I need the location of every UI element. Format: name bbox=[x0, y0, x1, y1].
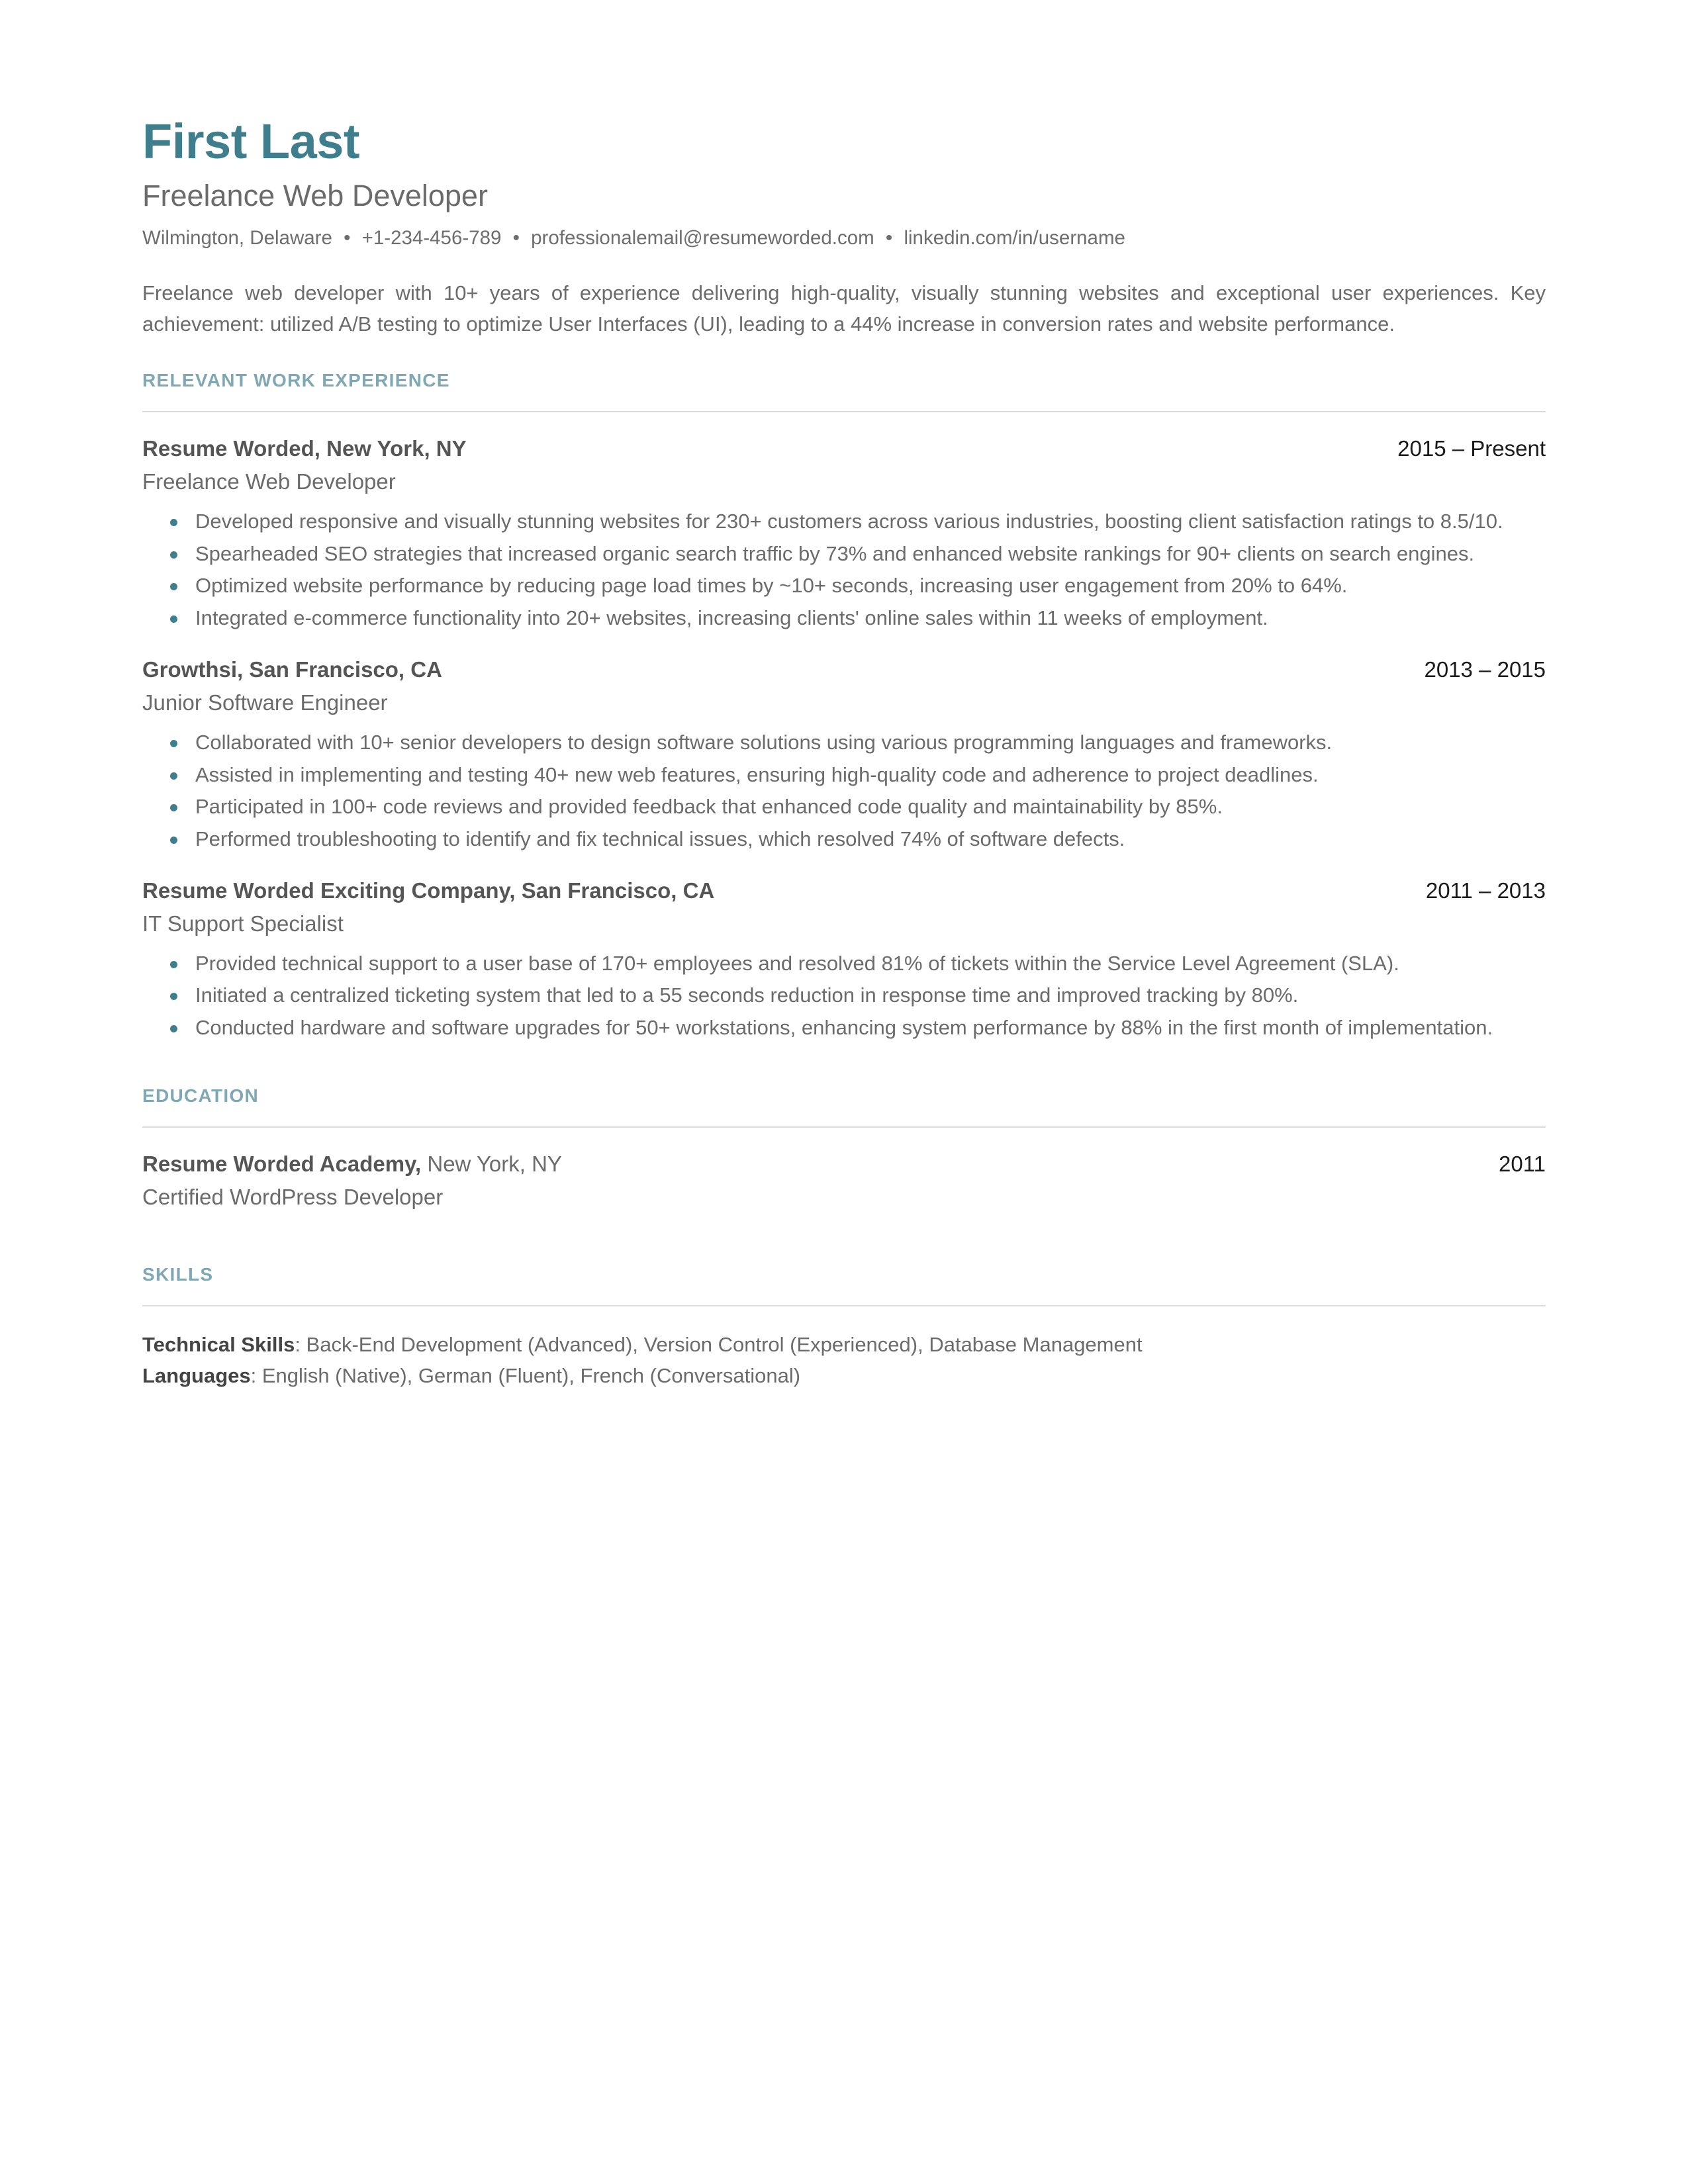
contact-email[interactable]: professionalemail@resumeworded.com bbox=[531, 227, 874, 250]
section-work-experience bbox=[142, 370, 1546, 1043]
spacer bbox=[142, 1235, 1546, 1264]
section-divider bbox=[142, 1126, 1546, 1128]
experience-date-range: 2013 – 2015 bbox=[1424, 657, 1546, 682]
section-divider bbox=[142, 1305, 1546, 1306]
professional-summary: Freelance web developer with 10+ years of experience delivering high-quality, visually stunning websites and exceptional user experiences. Key achievement: utilized A/B testing to optimize User Interfaces (UI), leading to a 44% increase in conversion rates and website performance. bbox=[142, 281, 1546, 336]
candidate-headline: Freelance Web Developer bbox=[142, 178, 488, 212]
experience-role: Junior Software Engineer bbox=[142, 690, 388, 715]
experience-bullet: Integrated e-commerce functionality into 20+ websites, increasing clients' online sales within 11 weeks of employment. bbox=[142, 603, 1546, 633]
experience-bullet: Conducted hardware and software upgrades for 50+ workstations, enhancing system performance by 88% in the first month of implementation. bbox=[142, 1013, 1546, 1043]
experience-date-range: 2015 – Present bbox=[1397, 436, 1546, 461]
experience-role: IT Support Specialist bbox=[142, 911, 344, 936]
experience-bullet-list bbox=[142, 727, 1546, 855]
section-title-skills: SKILLS bbox=[142, 1263, 214, 1285]
section-education bbox=[142, 1085, 1546, 1212]
section-divider bbox=[142, 411, 1546, 412]
contact-phone[interactable]: +1-234-456-789 bbox=[361, 227, 502, 250]
experience-entry-header bbox=[142, 877, 1546, 905]
section-title-work-experience: RELEVANT WORK EXPERIENCE bbox=[142, 370, 450, 391]
contact-line bbox=[142, 226, 1546, 251]
experience-bullet: Participated in 100+ code reviews and provided feedback that enhanced code quality and maintainability by 85%. bbox=[142, 792, 1546, 822]
resume-header bbox=[142, 116, 1546, 340]
education-school-name: Resume Worded Academy, bbox=[142, 1152, 422, 1177]
contact-linkedin[interactable]: linkedin.com/in/username bbox=[904, 227, 1125, 250]
experience-role: Freelance Web Developer bbox=[142, 469, 396, 494]
experience-organization: Resume Worded Exciting Company, San Francisco, CA bbox=[142, 878, 715, 903]
skills-row bbox=[142, 1329, 1546, 1360]
experience-bullet: Developed responsive and visually stunning websites for 230+ customers across various industries, boosting client satisfaction ratings to 8.5/10. bbox=[142, 506, 1546, 537]
experience-entry bbox=[142, 435, 1546, 633]
experience-organization: Growthsi, San Francisco, CA bbox=[142, 657, 442, 682]
skills-row bbox=[142, 1360, 1546, 1391]
education-entry bbox=[142, 1150, 1546, 1212]
contact-separator-icon: • bbox=[512, 227, 520, 250]
skills-row-value: : Back-End Development (Advanced), Version Control (Experienced), Database Management bbox=[295, 1332, 1143, 1356]
experience-bullet: Optimized website performance by reducing page load times by ~10+ seconds, increasing user engagement from 20% to 64%. bbox=[142, 570, 1546, 601]
experience-bullet: Spearheaded SEO strategies that increased organic search traffic by 73% and enhanced website rankings for 90+ clients on search engines. bbox=[142, 539, 1546, 569]
section-title-education: EDUCATION bbox=[142, 1085, 259, 1107]
experience-bullet: Collaborated with 10+ senior developers to design software solutions using various programming languages and frameworks. bbox=[142, 727, 1546, 758]
experience-date-range: 2011 – 2013 bbox=[1425, 878, 1546, 903]
skills-row-value: : English (Native), German (Fluent), French (Conversational) bbox=[250, 1363, 801, 1387]
experience-entry-header bbox=[142, 656, 1546, 684]
experience-entry bbox=[142, 656, 1546, 854]
experience-bullet-list bbox=[142, 948, 1546, 1044]
experience-entry bbox=[142, 877, 1546, 1043]
experience-bullet: Initiated a centralized ticketing system that led to a 55 seconds reduction in response time and improved tracking by 80%. bbox=[142, 980, 1546, 1011]
education-school-location: New York, NY bbox=[421, 1152, 562, 1177]
contact-separator-icon: • bbox=[885, 227, 893, 250]
education-date: 2011 bbox=[1499, 1152, 1546, 1177]
experience-bullet: Provided technical support to a user base of 170+ employees and resolved 81% of tickets within the Service Level Agreement (SLA). bbox=[142, 948, 1546, 979]
skills-row-label: Technical Skills bbox=[142, 1332, 295, 1356]
experience-entry-header bbox=[142, 435, 1546, 463]
experience-bullet-list bbox=[142, 506, 1546, 634]
education-school bbox=[142, 1150, 562, 1179]
resume-content bbox=[142, 116, 1546, 1391]
candidate-name: First Last bbox=[142, 114, 360, 169]
skills-row-label: Languages bbox=[142, 1363, 251, 1387]
section-skills bbox=[142, 1264, 1546, 1391]
experience-bullet: Assisted in implementing and testing 40+ new web features, ensuring high-quality code and adherence to project deadlines. bbox=[142, 760, 1546, 790]
contact-location: Wilmington, Delaware bbox=[142, 227, 332, 250]
education-entry-header bbox=[142, 1150, 1546, 1179]
education-degree: Certified WordPress Developer bbox=[142, 1185, 444, 1210]
contact-separator-icon: • bbox=[344, 227, 351, 250]
spacer bbox=[142, 1066, 1546, 1085]
experience-bullet: Performed troubleshooting to identify and fix technical issues, which resolved 74% of software defects. bbox=[142, 824, 1546, 854]
experience-organization: Resume Worded, New York, NY bbox=[142, 436, 467, 461]
